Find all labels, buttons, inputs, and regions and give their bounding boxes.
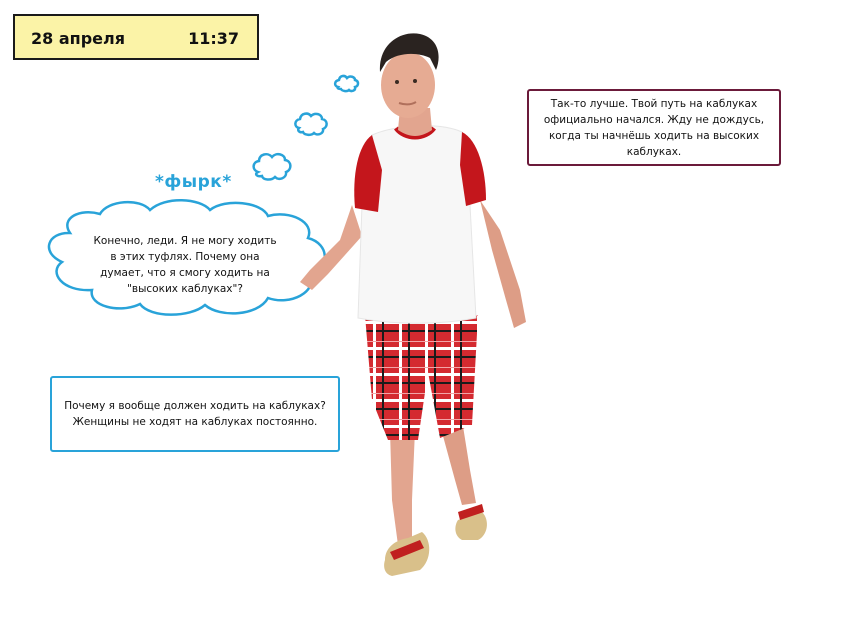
eye-right — [413, 79, 417, 83]
sound-effect-text: *фырк* — [155, 172, 232, 192]
plaid-shorts — [365, 315, 478, 440]
left-leg — [390, 430, 415, 545]
right-arm — [480, 200, 526, 328]
npc-speech-text: Так-то лучше. Твой путь на каблуках официально начался. Жду не дождусь, когда ты начнёшь ходить на высоких каблуках. — [543, 97, 765, 158]
mc-speech-text: Почему я вообще должен ходить на каблуках? Женщины не ходят на каблуках постоянно. — [64, 400, 326, 428]
time-label: 11:37 — [188, 29, 239, 48]
eye-left — [395, 80, 399, 84]
head — [381, 52, 435, 118]
left-arm — [300, 205, 362, 290]
thought-bubble-text: Конечно, леди. Я не могу ходить в этих туфлях. Почему она думает, что я смогу ходить на "высоких каблуках"? — [93, 235, 277, 295]
date-label: 28 апреля — [31, 29, 125, 48]
